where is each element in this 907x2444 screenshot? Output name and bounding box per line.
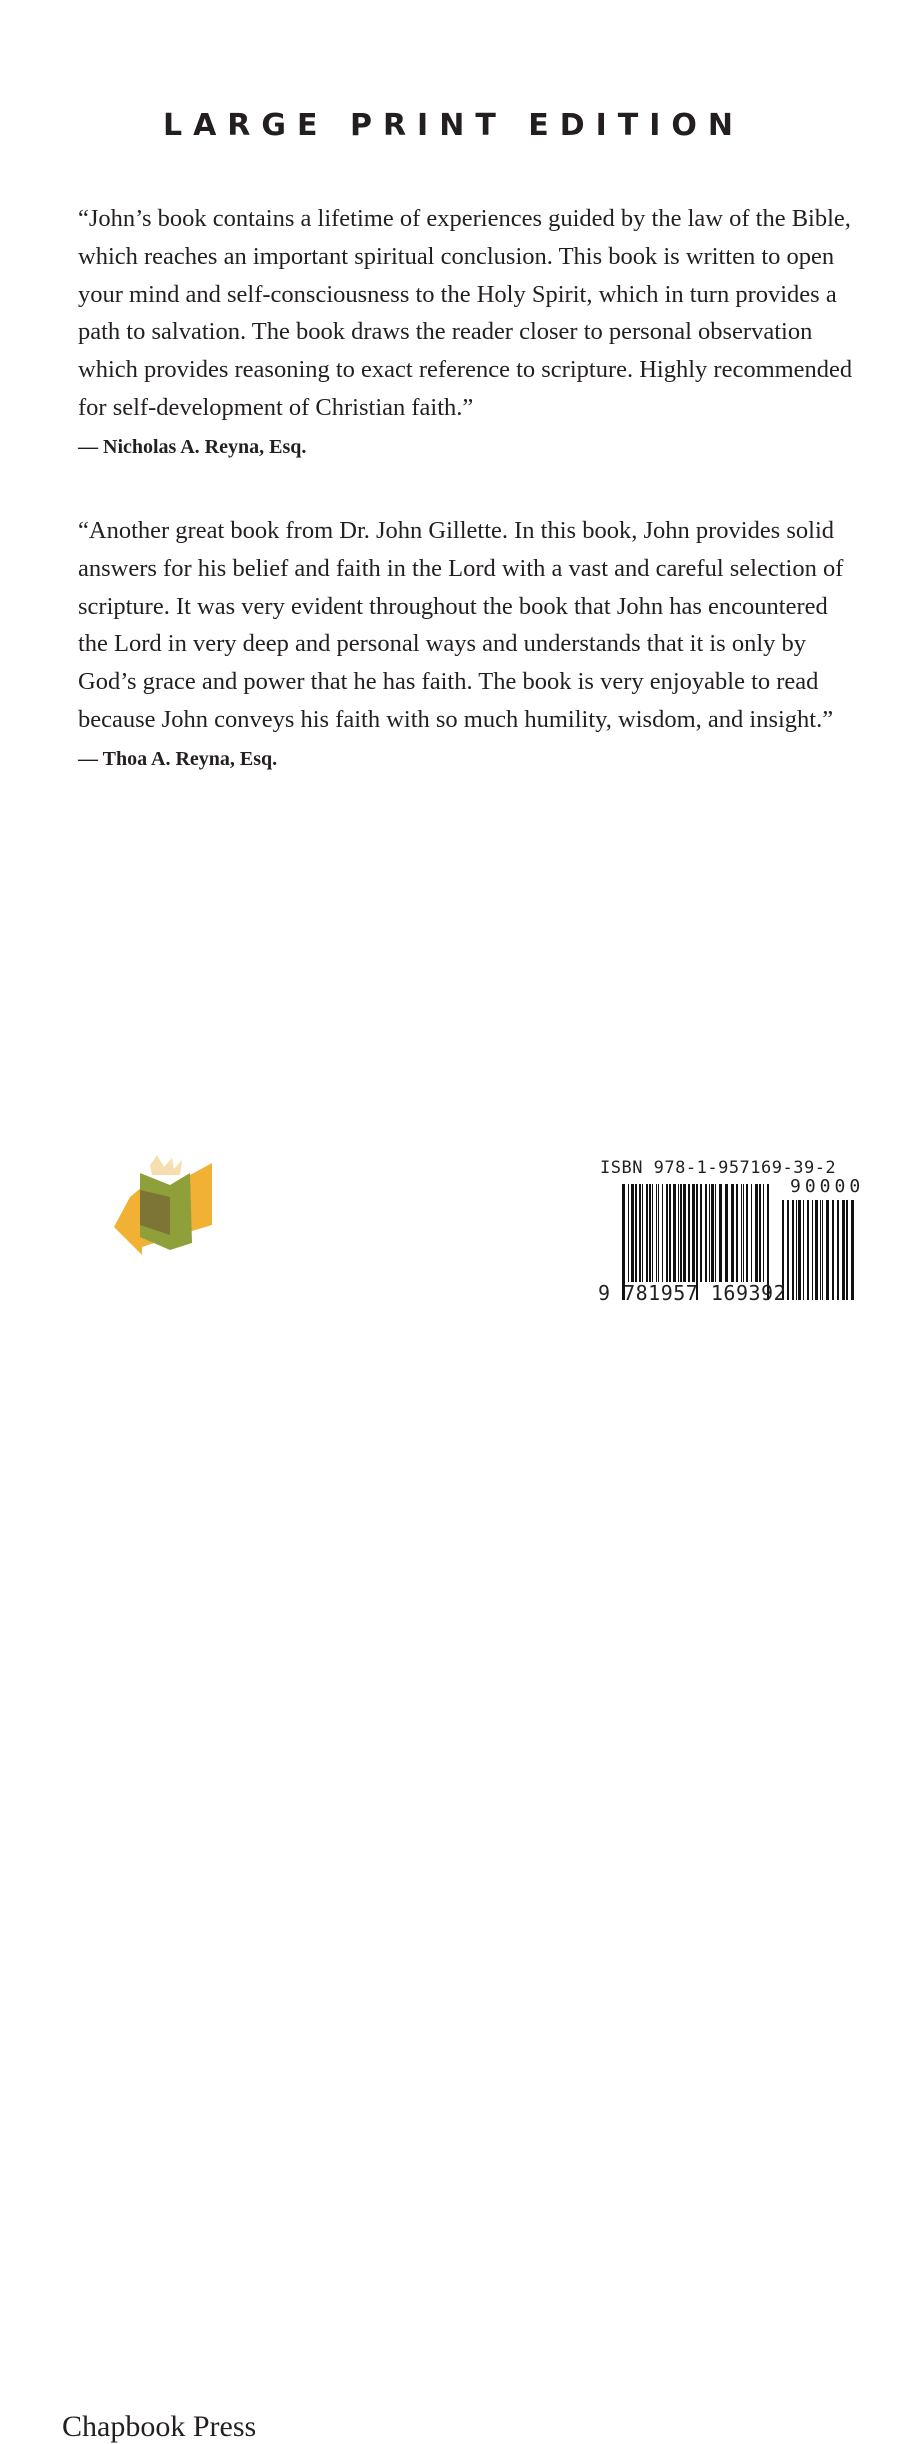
edition-heading: LARGE PRINT EDITION [162,108,745,143]
barcode-bar [652,1184,653,1282]
barcode-bar [719,1184,722,1282]
barcode-bar [822,1200,823,1300]
barcode-bar [688,1184,690,1282]
barcode-bar [649,1184,651,1282]
barcode-bar [851,1200,854,1300]
endorsement-2 [78,512,858,779]
publisher-name: Chapbook Press [62,2410,257,2443]
barcode-bar [832,1200,834,1300]
barcode-bar [796,1200,797,1300]
barcode-bar [678,1184,679,1282]
addon-digits: 90000 [790,1176,865,1197]
barcode-bar [680,1184,682,1282]
barcode-bar [658,1184,659,1282]
addon-bars [782,1200,856,1300]
barcode-bar [711,1184,714,1282]
endorsement-text: “John’s book contains a lifetime of experiences guided by the law of the Bible, which reaches an important spiritual conclusion. This book is written to open your mind and self-consciousness to the Holy Spirit, which in turn provides a path to salvation. The book draws the reader closer to personal observation which provides reasoning to exact reference to scripture. Highly recommended for self-development of Christian faith.” [78,205,853,421]
barcode-bar [807,1200,809,1300]
barcode-bar [731,1184,734,1282]
barcode-bar [725,1184,728,1282]
isbn-barcode [596,1158,865,1308]
barcode-bar [812,1200,813,1300]
barcode-bar [700,1184,702,1282]
isbn-label: ISBN 978-1-957169-39-2 [600,1158,837,1178]
publisher-logo [62,1155,292,2443]
barcode-bar [669,1184,671,1282]
barcode-bar [705,1184,707,1282]
barcode-bar [673,1184,676,1282]
barcode-bar [741,1184,742,1282]
barcode-bar [736,1184,738,1282]
barcode-bar [646,1184,648,1282]
barcode-bar [666,1184,668,1282]
endorsement-attribution: — Nicholas A. Reyna, Esq. [78,435,307,458]
barcode-bar [842,1200,845,1300]
barcode-bar [642,1184,643,1282]
barcode-bar [803,1200,804,1300]
barcode-bar [820,1200,821,1300]
barcode-bar [826,1200,829,1300]
barcode-bar [798,1200,801,1300]
ean-digits: 9 781957 169392 [598,1281,787,1305]
book-arrow-icon [112,1155,232,1255]
barcode-bar [635,1184,637,1282]
barcode-bar [792,1200,794,1300]
barcode-bar [628,1184,629,1282]
barcode-bar [692,1184,695,1282]
barcode-bar [759,1184,761,1282]
barcode-bar [751,1184,752,1282]
barcode-bar [662,1184,663,1282]
barcode-bar [746,1184,748,1282]
barcode-bar [837,1200,839,1300]
barcode-bar [815,1200,818,1300]
barcode-bar [787,1200,789,1300]
endorsement-attribution: — Thoa A. Reyna, Esq. [78,747,278,770]
barcode-bar [715,1184,716,1282]
barcode-bar [755,1184,758,1282]
barcode-bar [709,1184,710,1282]
barcode-bar [763,1184,764,1282]
barcode-bar [631,1184,634,1282]
barcode-bar [656,1184,657,1282]
endorsement-1 [78,200,858,467]
barcode-bar [639,1184,641,1282]
endorsement-text: “Another great book from Dr. John Gillette. In this book, John provides solid answers for his belief and faith in the Lord with a vast and careful selection of scripture. It was very evident throughout the book that John has encountered the Lord in very deep and personal ways and understands that it is only by God’s grace and power that he has faith. The book is very enjoyable to read because John conveys his faith with so much humility, wisdom, and insight.” [78,517,844,733]
barcode-bar [683,1184,686,1282]
barcode-bar [743,1184,744,1282]
barcode-bar [846,1200,848,1300]
